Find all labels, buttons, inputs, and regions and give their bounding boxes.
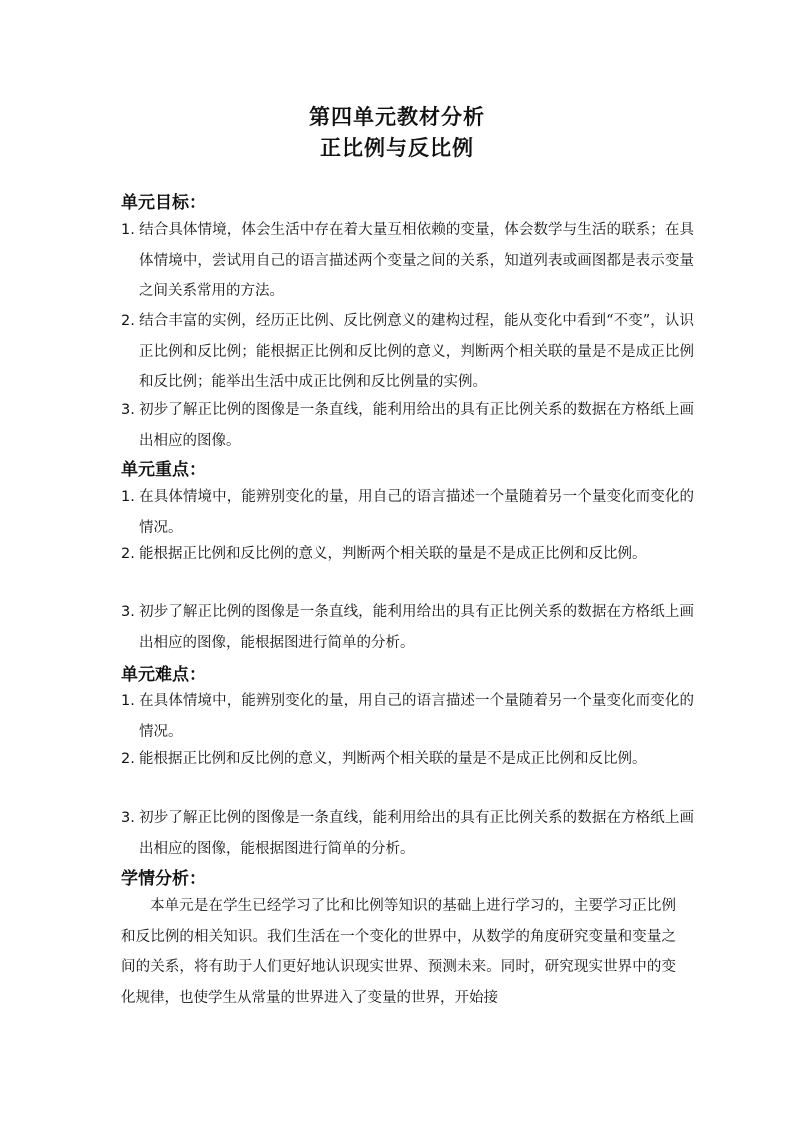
item-number: 3.: [121, 604, 135, 620]
difficulty-item-2: [121, 744, 694, 775]
item-text: 能根据正比例和反比例的意义，判断两个相关联的量是不是成正比例和反比例。: [139, 546, 647, 562]
goal-item-1: [121, 215, 694, 307]
document-subtitle: 正比例与反比例: [320, 136, 474, 160]
item-number: 2.: [121, 546, 135, 562]
document-title: 第四单元教材分析: [309, 105, 485, 129]
item-text: 在具体情境中，能辨别变化的量，用自己的语言描述一个量随着另一个量变化而变化的情况。: [139, 693, 694, 740]
learning-analysis-paragraph: 本单元是在学生已经学习了比和比例等知识的基础上进行学习的，主要学习正比例和反比例的相关知识。我们生活在一个变化的世界中，从数学的角度研究变量和变量之间的关系，将有助于人们更好地认识现实世界、预测未来。同时，研究现实世界中的变化规律，也使学生从常量的世界进入了变量的世界，开始接: [121, 898, 676, 1006]
item-number: 1.: [121, 489, 135, 505]
difficulty-item-1: [121, 686, 694, 747]
section-heading-key-points: 单元重点：: [121, 460, 206, 480]
key-point-item-1: [121, 482, 694, 543]
goal-item-3: [121, 395, 694, 456]
item-text: 初步了解正比例的图像是一条直线，能利用给出的具有正比例关系的数据在方格纸上画出相应的图像。: [139, 402, 694, 449]
item-text: 在具体情境中，能辨别变化的量，用自己的语言描述一个量随着另一个量变化而变化的情况。: [139, 489, 694, 536]
goal-item-2: [121, 306, 694, 398]
item-text: 结合具体情境，体会生活中存在着大量互相依赖的变量，体会数学与生活的联系；在具体情境中，尝试用自己的语言描述两个变量之间的关系，知道列表或画图都是表示变量之间关系常用的方法。: [139, 222, 694, 299]
item-number: 3.: [121, 810, 135, 826]
item-text: 初步了解正比例的图像是一条直线，能利用给出的具有正比例关系的数据在方格纸上画出相应的图像，能根据图进行简单的分析。: [139, 604, 694, 651]
item-number: 2.: [121, 751, 135, 767]
item-text: 能根据正比例和反比例的意义，判断两个相关联的量是不是成正比例和反比例。: [139, 751, 647, 767]
item-number: 1.: [121, 693, 135, 709]
item-text: 结合丰富的实例，经历正比例、反比例意义的建构过程，能从变化中看到“不变”，认识正比例和反比例；能根据正比例和反比例的意义，判断两个相关联的量是不是成正比例和反比例；能举出生活中成正比例和反比例量的实例。: [139, 313, 694, 390]
section-heading-difficulties: 单元难点：: [121, 665, 206, 685]
item-number: 1.: [121, 222, 135, 238]
key-point-item-3: [121, 597, 694, 658]
section-heading-learning-analysis: 学情分析：: [121, 869, 206, 889]
item-number: 3.: [121, 402, 135, 418]
section-heading-goals: 单元目标：: [121, 193, 206, 213]
item-text: 初步了解正比例的图像是一条直线，能利用给出的具有正比例关系的数据在方格纸上画出相应的图像，能根据图进行简单的分析。: [139, 810, 694, 857]
difficulty-item-3: [121, 803, 694, 864]
item-number: 2.: [121, 313, 135, 329]
key-point-item-2: [121, 539, 694, 570]
